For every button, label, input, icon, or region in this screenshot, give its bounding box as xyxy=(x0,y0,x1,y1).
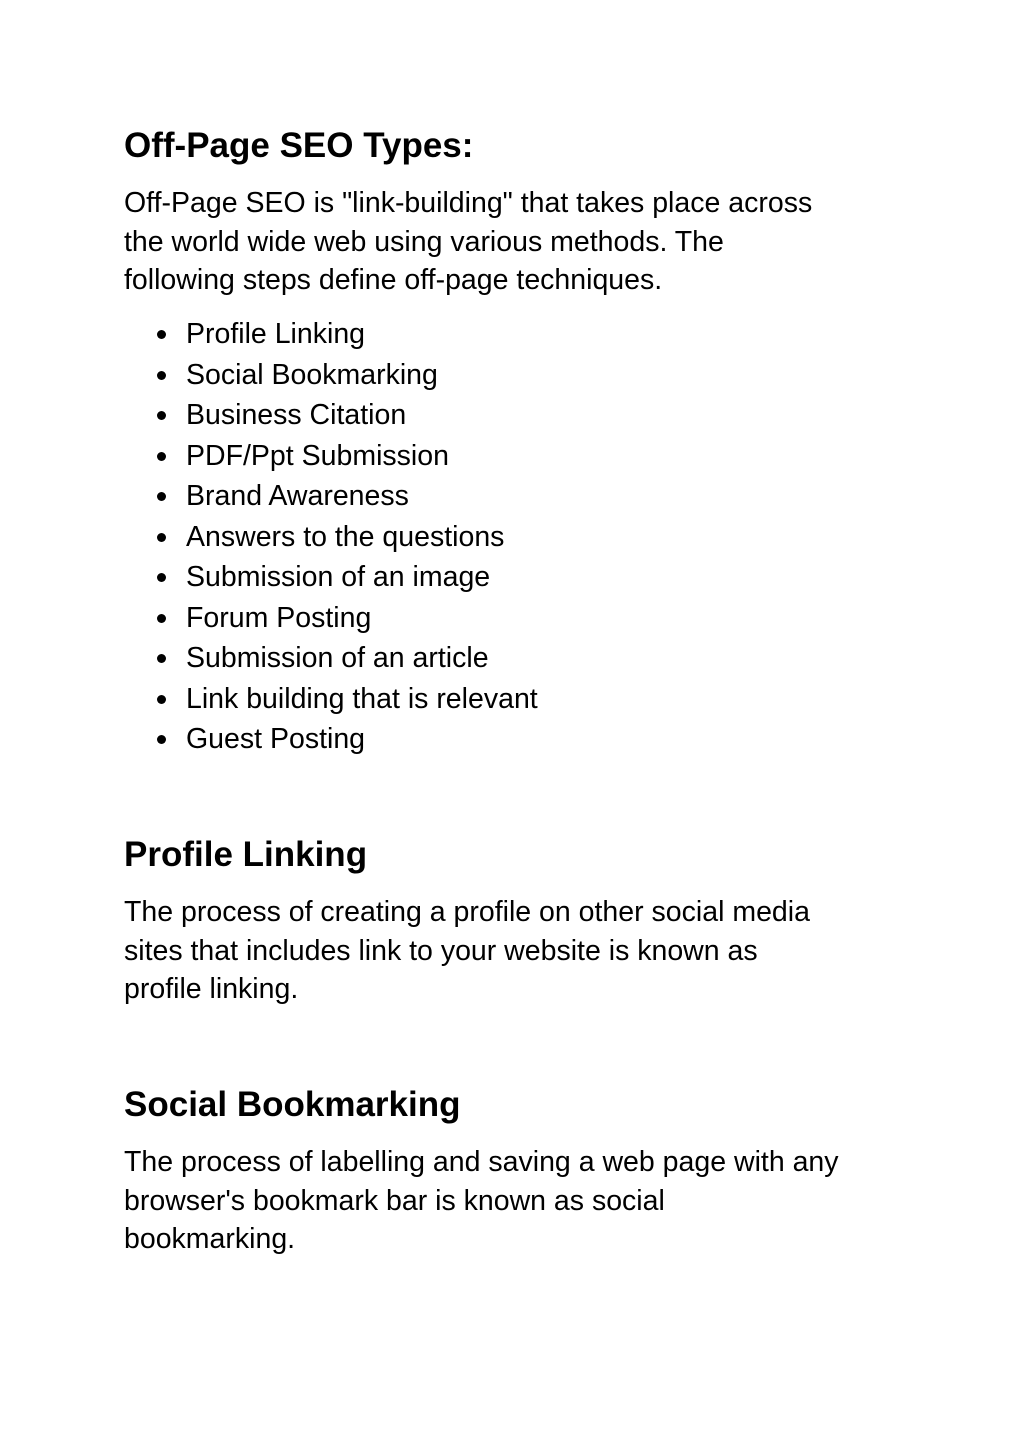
list-item-label: Social Bookmarking xyxy=(186,358,438,391)
list-item xyxy=(124,395,538,436)
list-item-label: Profile Linking xyxy=(186,318,366,350)
section-title-off-page-seo-types: Off-Page SEO Types: xyxy=(124,126,474,165)
list-item xyxy=(124,436,538,477)
list-item xyxy=(124,679,538,720)
paragraph-line: profile linking. xyxy=(124,973,299,1005)
paragraph-line: sites that includes link to your website is known as xyxy=(124,934,758,967)
section-paragraph-profile-linking xyxy=(124,893,914,1009)
list-item xyxy=(124,355,538,396)
paragraph-line: Off-Page SEO is "link-building" that takes place across xyxy=(124,187,813,219)
paragraph-line: The process of creating a profile on other social media xyxy=(124,896,810,928)
bullet-icon xyxy=(157,533,166,542)
bullet-icon xyxy=(157,695,166,704)
bullet-icon xyxy=(157,573,166,582)
paragraph-line: the world wide web using various methods. The xyxy=(124,225,724,258)
paragraph-line: The process of labelling and saving a web page with any xyxy=(124,1146,839,1178)
list-item-label: Answers to the questions xyxy=(186,520,505,553)
bullet-icon xyxy=(157,330,166,339)
bullet-icon xyxy=(157,411,166,420)
list-item xyxy=(124,517,538,558)
bullet-icon xyxy=(157,452,166,461)
list-item-label: Business Citation xyxy=(186,399,407,431)
bullet-icon xyxy=(157,614,166,623)
paragraph-line: bookmarking. xyxy=(124,1223,296,1255)
list-item xyxy=(124,719,538,760)
list-item-label: Submission of an article xyxy=(186,642,489,674)
list-item-label: Guest Posting xyxy=(186,723,366,755)
list-item xyxy=(124,476,538,517)
bullet-icon xyxy=(157,654,166,663)
list-item-label: Forum Posting xyxy=(186,601,372,634)
list-item xyxy=(124,314,538,355)
section-title-profile-linking: Profile Linking xyxy=(124,835,368,874)
section-paragraph-off-page-seo xyxy=(124,184,914,300)
bullet-icon xyxy=(157,371,166,380)
section-title-social-bookmarking: Social Bookmarking xyxy=(124,1085,461,1124)
paragraph-line: following steps define off-page techniques. xyxy=(124,264,663,296)
bullet-icon xyxy=(157,492,166,501)
list-item xyxy=(124,557,538,598)
paragraph-line: browser's bookmark bar is known as social xyxy=(124,1184,665,1217)
list-item xyxy=(124,638,538,679)
list-item xyxy=(124,598,538,639)
bullet-icon xyxy=(157,735,166,744)
list-item-label: Brand Awareness xyxy=(186,480,409,512)
list-item-label: PDF/Ppt Submission xyxy=(186,439,449,472)
off-page-techniques-list xyxy=(124,314,538,760)
section-paragraph-social-bookmarking xyxy=(124,1143,914,1259)
list-item-label: Link building that is relevant xyxy=(186,682,538,715)
list-item-label: Submission of an image xyxy=(186,561,491,593)
